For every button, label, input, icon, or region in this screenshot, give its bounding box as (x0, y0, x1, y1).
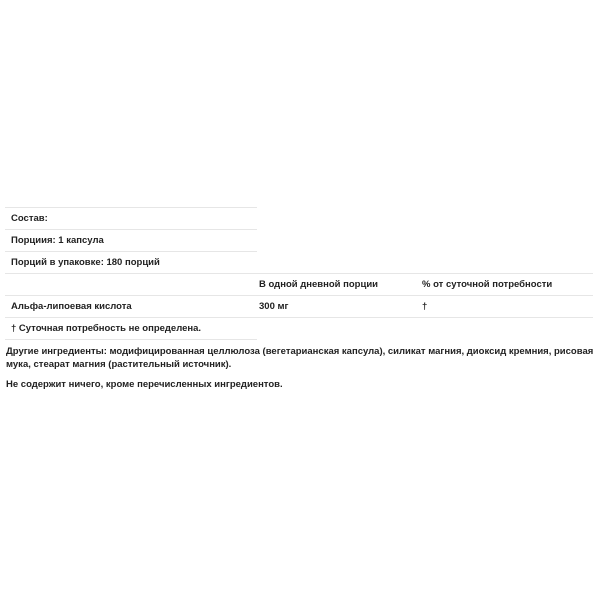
serving-size: Порциия: 1 капсула (11, 235, 104, 246)
ingredient-name: Альфа-липоевая кислота (11, 301, 132, 312)
serving-size-row (5, 229, 257, 251)
disclaimer: Не содержит ничего, кроме перечисленных ингредиентов. (6, 379, 283, 390)
supplement-facts-table (5, 207, 593, 340)
footnote: † Суточная потребность не определена. (11, 323, 202, 334)
servings-per-container-row (5, 251, 257, 273)
footnote-row (5, 317, 593, 339)
table-header-row (5, 273, 593, 295)
facts-title-row (5, 207, 257, 229)
table-row (5, 295, 593, 317)
other-ingredients: Другие ингредиенты: модифицированная целлюлоза (вегетарианская капсула), силикат магния, диоксид кремния, рисовая мука, стеарат магния (растительный источник). (6, 346, 594, 370)
ingredient-amount: 300 мг (259, 301, 289, 312)
ingredient-daily-value: † (422, 301, 428, 312)
daily-value-column-header: % от суточной потребности (422, 279, 553, 290)
table-bottom-divider (5, 339, 257, 340)
facts-title: Состав: (11, 213, 48, 224)
amount-column-header: В одной дневной порции (259, 279, 379, 290)
servings-per-container: Порций в упаковке: 180 порций (11, 257, 160, 268)
